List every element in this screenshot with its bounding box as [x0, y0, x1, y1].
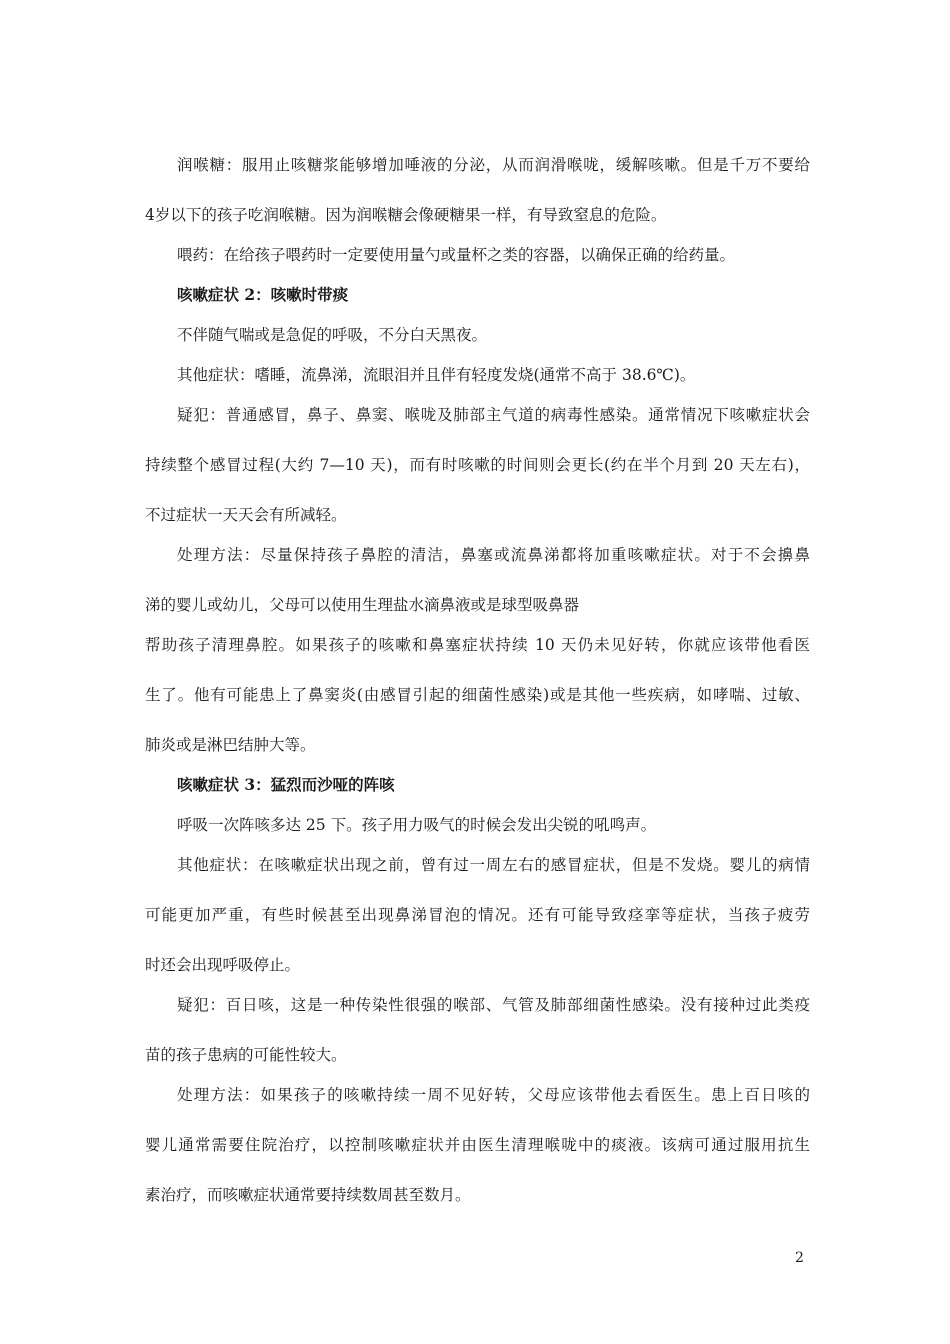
paragraph-line: 润喉糖：服用止咳糖浆能够增加唾液的分泌，从而润滑喉咙，缓解咳嗽。但是千万不要给: [177, 156, 810, 174]
paragraph-line: 喂药：在给孩子喂药时一定要使用量勺或量杯之类的容器，以确保正确的给药量。: [177, 246, 736, 264]
section-heading: 咳嗽症状 2：咳嗽时带痰: [177, 285, 349, 304]
paragraph-line: 素治疗，而咳嗽症状通常要持续数周甚至数月。: [145, 1186, 471, 1204]
paragraph-line: 其他症状：嗜睡，流鼻涕，流眼泪并且伴有轻度发烧(通常不高于 38.6℃)。: [177, 366, 696, 384]
paragraph-line: 生了。他有可能患上了鼻窦炎(由感冒引起的细菌性感染)或是其他一些疾病，如哮喘、过敏、: [145, 686, 810, 704]
paragraph-line: 处理方法：尽量保持孩子鼻腔的清洁，鼻塞或流鼻涕都将加重咳嗽症状。对于不会擤鼻: [177, 546, 810, 564]
paragraph-line: 处理方法：如果孩子的咳嗽持续一周不见好转，父母应该带他去看医生。患上百日咳的: [177, 1086, 810, 1104]
paragraph-line: 疑犯：普通感冒，鼻子、鼻窦、喉咙及肺部主气道的病毒性感染。通常情况下咳嗽症状会: [177, 406, 810, 424]
paragraph-line: 持续整个感冒过程(大约 7—10 天)，而有时咳嗽的时间则会更长(约在半个月到 20 天左右)，: [145, 456, 810, 474]
paragraph-line: 帮助孩子清理鼻腔。如果孩子的咳嗽和鼻塞症状持续 10 天仍未见好转，你就应该带他看医: [145, 636, 810, 654]
paragraph-line: 4岁以下的孩子吃润喉糖。因为润喉糖会像硬糖果一样，有导致窒息的危险。: [145, 206, 667, 224]
paragraph-line: 婴儿通常需要住院治疗，以控制咳嗽症状并由医生清理喉咙中的痰液。该病可通过服用抗生: [145, 1136, 810, 1154]
paragraph-line: 涕的婴儿或幼儿，父母可以使用生理盐水滴鼻液或是球型吸鼻器: [145, 596, 580, 614]
paragraph-line: 不伴随气喘或是急促的呼吸，不分白天黑夜。: [177, 326, 488, 344]
paragraph-line: 其他症状：在咳嗽症状出现之前，曾有过一周左右的感冒症状，但是不发烧。婴儿的病情: [177, 856, 810, 874]
paragraph-line: 时还会出现呼吸停止。: [145, 956, 301, 974]
section-heading: 咳嗽症状 3：猛烈而沙哑的阵咳: [177, 775, 395, 794]
page-number: 2: [795, 1250, 804, 1266]
paragraph-line: 不过症状一天天会有所减轻。: [145, 506, 347, 524]
paragraph-line: 可能更加严重，有些时候甚至出现鼻涕冒泡的情况。还有可能导致痉挛等症状，当孩子疲劳: [145, 906, 810, 924]
paragraph-line: 苗的孩子患病的可能性较大。: [145, 1046, 347, 1064]
paragraph-line: 呼吸一次阵咳多达 25 下。孩子用力吸气的时候会发出尖锐的吼鸣声。: [177, 816, 657, 834]
paragraph-line: 疑犯：百日咳，这是一种传染性很强的喉部、气管及肺部细菌性感染。没有接种过此类疫: [177, 996, 810, 1014]
paragraph-line: 肺炎或是淋巴结肿大等。: [145, 736, 316, 754]
